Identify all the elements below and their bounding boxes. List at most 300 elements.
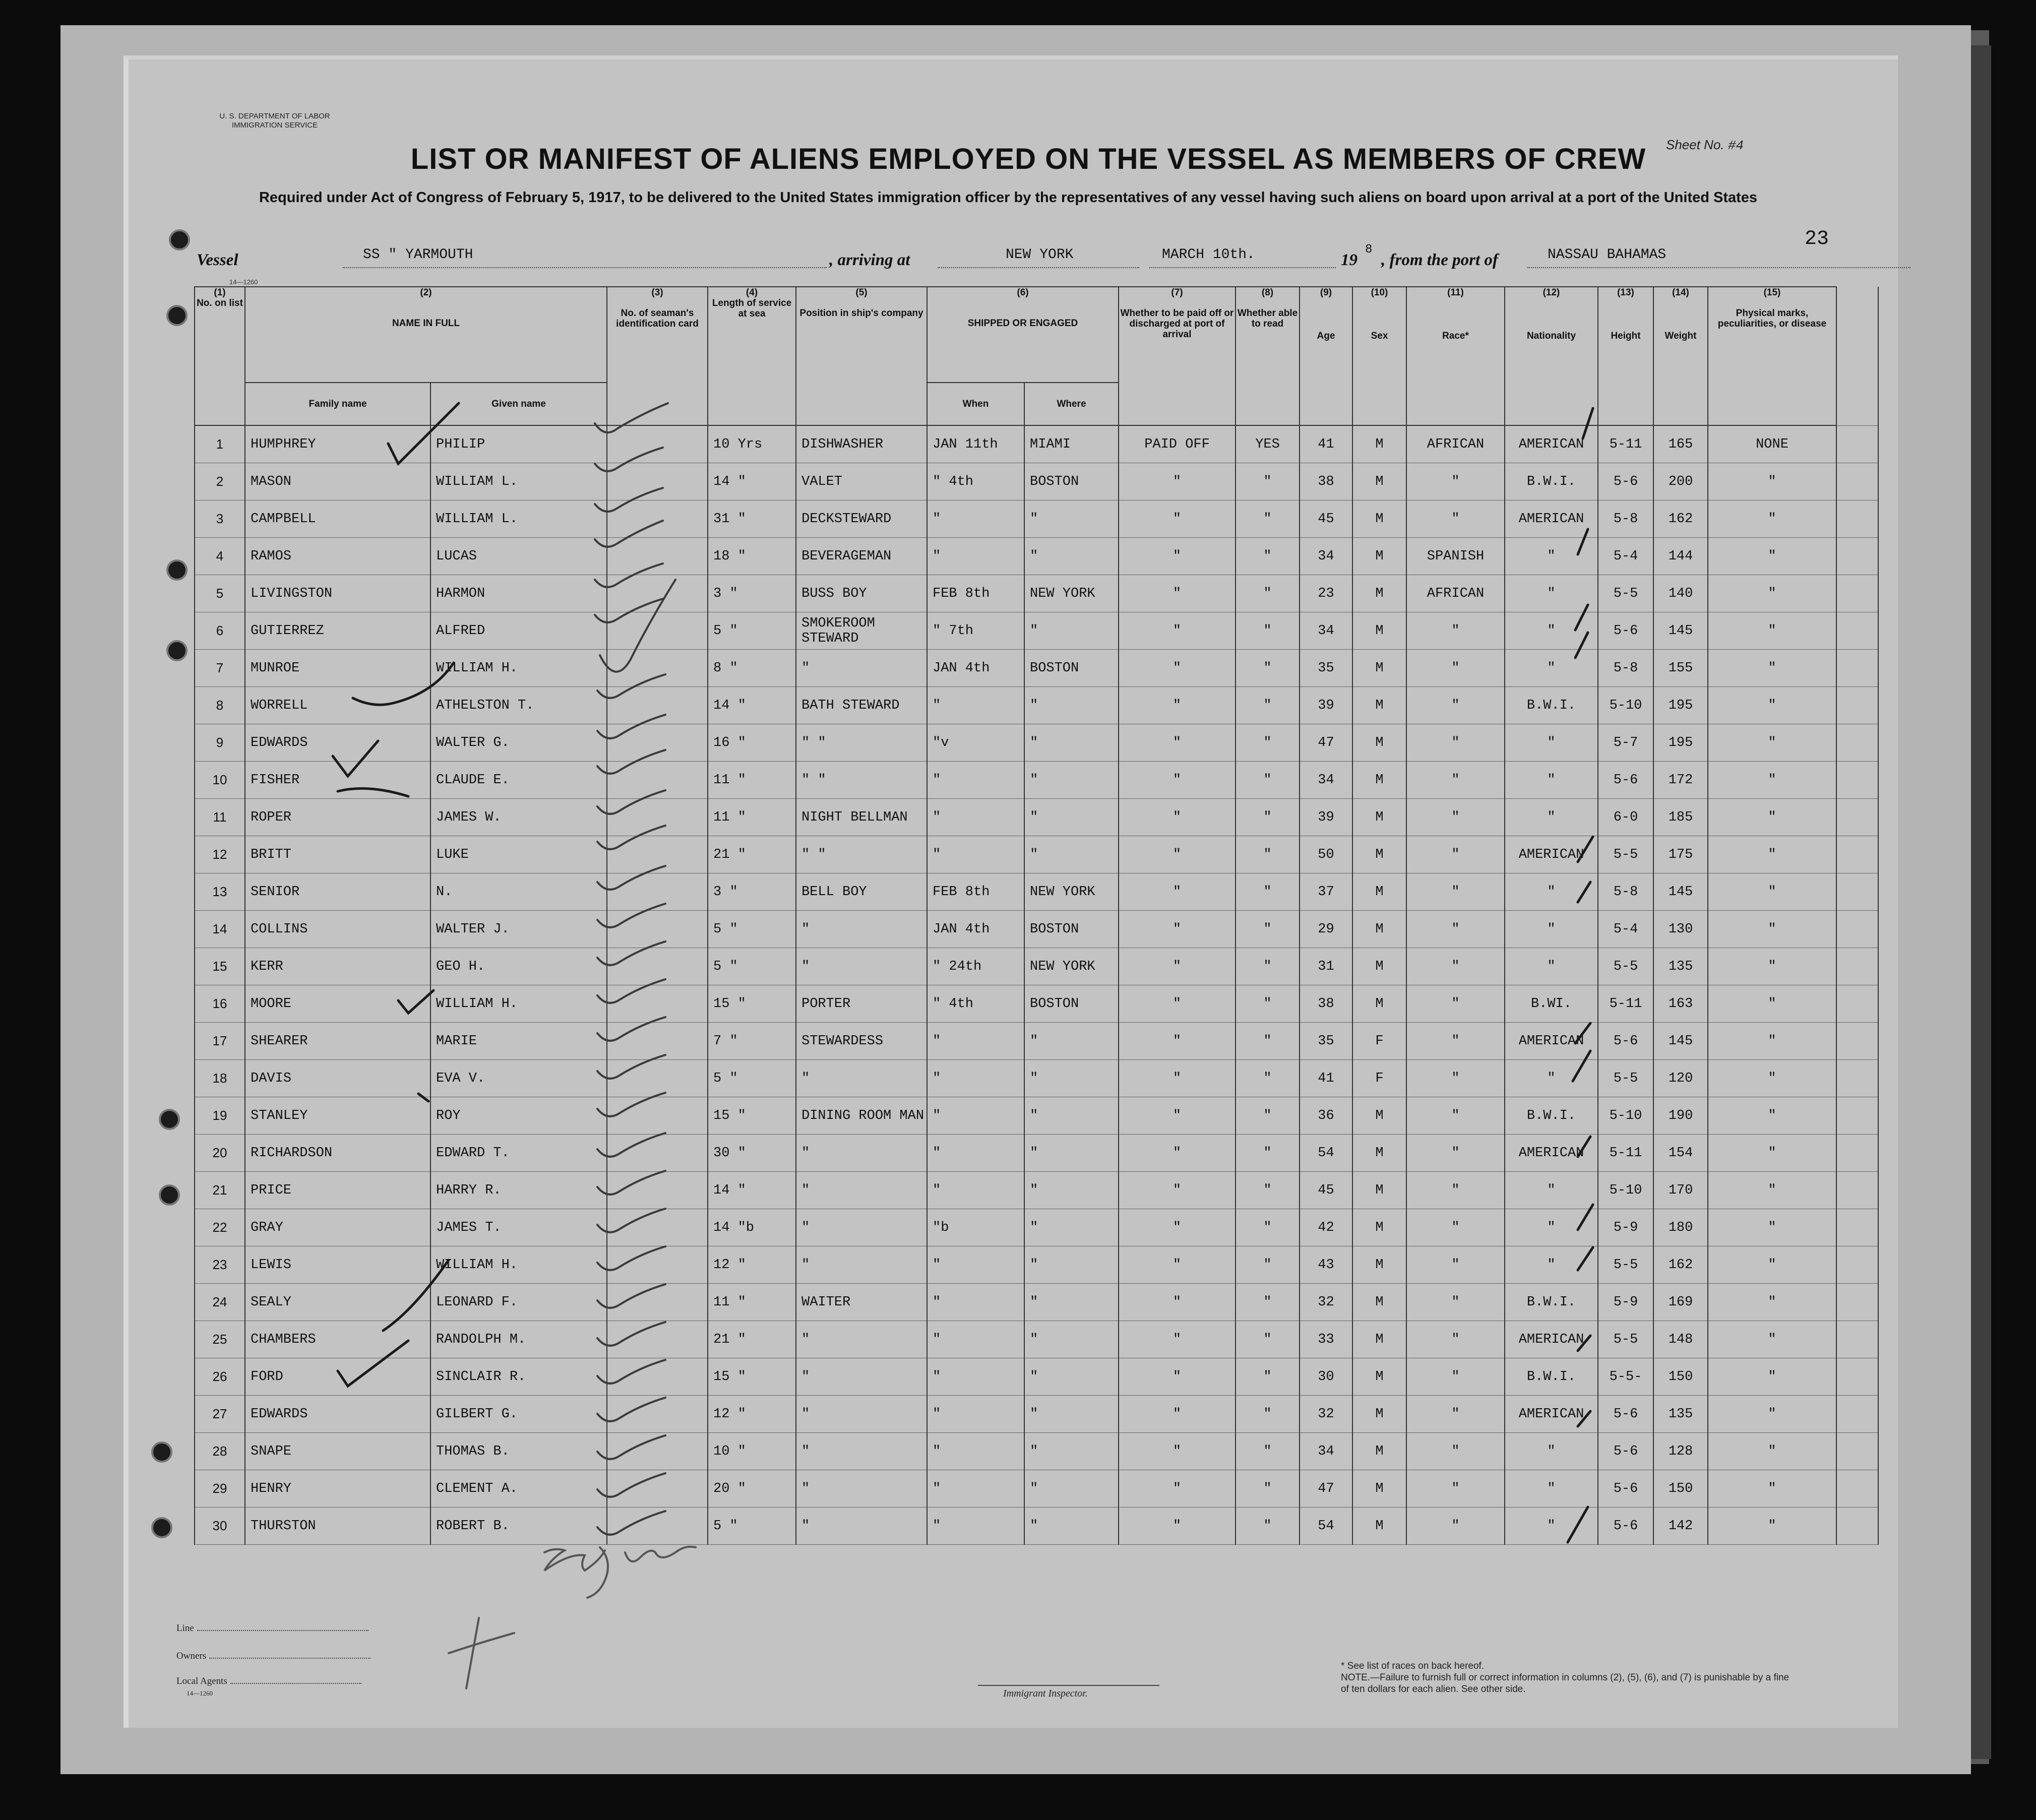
height-cell: 5-5 <box>1598 1246 1653 1284</box>
weight-cell: 172 <box>1653 762 1708 799</box>
position-cell: BATH STEWARD <box>796 687 927 724</box>
length-of-service-cell: 10 Yrs <box>708 425 796 463</box>
row-number-cell: 23 <box>195 1246 245 1284</box>
row-number-cell: 26 <box>195 1358 245 1396</box>
shipped-where-cell: NEW YORK <box>1024 948 1119 985</box>
col-position-header: (5) Position in ship's company <box>796 287 927 425</box>
col-paid-header: (7) Whether to be paid off or discharged at port of arrival <box>1119 287 1236 425</box>
height-cell: 5-6 <box>1598 1433 1653 1470</box>
row-number-cell: 24 <box>195 1284 245 1321</box>
shipped-when-cell: " 4th <box>927 463 1024 500</box>
age-cell: 41 <box>1300 425 1352 463</box>
page-subtitle: Required under Act of Congress of February 5, 1917, to be delivered to the United States immigration officer by the representatives of any vessel having such aliens on board upon arrival at a port of the United States <box>259 190 1758 206</box>
height-cell: 5-6 <box>1598 1396 1653 1433</box>
position-cell: " <box>796 1135 927 1172</box>
age-cell: 39 <box>1300 799 1352 836</box>
height-cell: 5-7 <box>1598 724 1653 762</box>
height-cell: 5-6 <box>1598 762 1653 799</box>
nationality-cell: AMERICAN <box>1505 1023 1598 1060</box>
age-cell: 32 <box>1300 1396 1352 1433</box>
sex-cell: M <box>1352 985 1406 1023</box>
able-to-read-cell: " <box>1236 762 1300 799</box>
sex-cell: M <box>1352 873 1406 911</box>
height-cell: 5-9 <box>1598 1284 1653 1321</box>
weight-cell: 145 <box>1653 612 1708 650</box>
nationality-cell: " <box>1505 762 1598 799</box>
length-of-service-cell: 18 " <box>708 538 796 575</box>
sex-cell: M <box>1352 1246 1406 1284</box>
shipped-when-cell: JAN 11th <box>927 425 1024 463</box>
height-cell: 5-10 <box>1598 1172 1653 1209</box>
shipped-where-cell: " <box>1024 762 1119 799</box>
length-of-service-cell: 10 " <box>708 1433 796 1470</box>
weight-cell: 154 <box>1653 1135 1708 1172</box>
paid-off-cell: " <box>1119 687 1236 724</box>
sex-cell: M <box>1352 1358 1406 1396</box>
age-cell: 33 <box>1300 1321 1352 1358</box>
shipped-when-cell: " <box>927 1433 1024 1470</box>
race-cell: " <box>1406 1396 1505 1433</box>
height-cell: 5-6 <box>1598 463 1653 500</box>
physical-marks-cell: " <box>1708 762 1836 799</box>
race-cell: " <box>1406 873 1505 911</box>
shipped-when-cell: " 4th <box>927 985 1024 1023</box>
paid-off-cell: " <box>1119 762 1236 799</box>
shipped-when-cell: "b <box>927 1209 1024 1246</box>
position-cell: " <box>796 1209 927 1246</box>
weight-cell: 162 <box>1653 1246 1708 1284</box>
shipped-when-cell: " <box>927 1135 1024 1172</box>
sex-cell: M <box>1352 1097 1406 1135</box>
sex-cell: F <box>1352 1060 1406 1097</box>
nationality-cell: AMERICAN <box>1505 1135 1598 1172</box>
nationality-cell: " <box>1505 948 1598 985</box>
given-name-cell: GEO H. <box>430 948 607 985</box>
family-name-cell: SHEARER <box>245 1023 430 1060</box>
age-cell: 38 <box>1300 985 1352 1023</box>
weight-cell: 135 <box>1653 948 1708 985</box>
nationality-cell: " <box>1505 1209 1598 1246</box>
col-age-header: (9) Age <box>1300 287 1352 425</box>
race-cell: " <box>1406 1246 1505 1284</box>
given-name-cell: THOMAS B. <box>430 1433 607 1470</box>
length-of-service-cell: 21 " <box>708 836 796 873</box>
row-number-cell: 7 <box>195 650 245 687</box>
shipped-when-cell: " <box>927 1284 1024 1321</box>
physical-marks-cell: " <box>1708 575 1836 612</box>
race-cell: " <box>1406 948 1505 985</box>
race-cell: " <box>1406 985 1505 1023</box>
length-of-service-cell: 12 " <box>708 1396 796 1433</box>
paid-off-cell: " <box>1119 985 1236 1023</box>
shipped-where-cell: " <box>1024 1023 1119 1060</box>
nationality-cell: AMERICAN <box>1505 1396 1598 1433</box>
physical-marks-cell: " <box>1708 1508 1836 1545</box>
length-of-service-cell: 14 "b <box>708 1209 796 1246</box>
shipped-when-cell: " <box>927 1023 1024 1060</box>
race-cell: " <box>1406 612 1505 650</box>
shipped-when-cell: " <box>927 836 1024 873</box>
physical-marks-cell: " <box>1708 687 1836 724</box>
paid-off-cell: PAID OFF <box>1119 425 1236 463</box>
given-name-cell: GILBERT G. <box>430 1396 607 1433</box>
row-number-cell: 12 <box>195 836 245 873</box>
position-cell: " <box>796 1172 927 1209</box>
col-marks-header: (15) Physical marks, peculiarities, or disease <box>1708 287 1836 425</box>
able-to-read-cell: " <box>1236 612 1300 650</box>
age-cell: 35 <box>1300 650 1352 687</box>
where-header: Where <box>1024 383 1119 425</box>
position-cell: " <box>796 1060 927 1097</box>
shipped-where-cell: " <box>1024 1097 1119 1135</box>
race-cell: " <box>1406 1209 1505 1246</box>
position-cell: BUSS BOY <box>796 575 927 612</box>
weight-cell: 142 <box>1653 1508 1708 1545</box>
weight-cell: 165 <box>1653 425 1708 463</box>
family-name-cell: SNAPE <box>245 1433 430 1470</box>
length-of-service-cell: 8 " <box>708 650 796 687</box>
given-name-cell: SINCLAIR R. <box>430 1358 607 1396</box>
race-cell: " <box>1406 687 1505 724</box>
family-name-cell: KERR <box>245 948 430 985</box>
row-number-cell: 4 <box>195 538 245 575</box>
able-to-read-cell: " <box>1236 575 1300 612</box>
year-prefix: 19 <box>1341 251 1358 269</box>
sex-cell: M <box>1352 948 1406 985</box>
paid-off-cell: " <box>1119 500 1236 538</box>
able-to-read-cell: " <box>1236 1321 1300 1358</box>
position-cell: " <box>796 1508 927 1545</box>
shipped-where-cell: " <box>1024 1508 1119 1545</box>
physical-marks-cell: " <box>1708 1209 1836 1246</box>
height-cell: 5-5 <box>1598 836 1653 873</box>
family-name-cell: MOORE <box>245 985 430 1023</box>
physical-marks-cell: " <box>1708 799 1836 836</box>
shipped-where-cell: " <box>1024 1172 1119 1209</box>
age-cell: 45 <box>1300 500 1352 538</box>
able-to-read-cell: " <box>1236 463 1300 500</box>
shipped-where-cell: " <box>1024 724 1119 762</box>
height-cell: 5-5 <box>1598 1321 1653 1358</box>
row-number-cell: 13 <box>195 873 245 911</box>
shipped-when-cell: " <box>927 1060 1024 1097</box>
position-cell: " <box>796 1321 927 1358</box>
length-of-service-cell: 12 " <box>708 1246 796 1284</box>
shipped-where-cell: " <box>1024 1284 1119 1321</box>
weight-cell: 144 <box>1653 538 1708 575</box>
family-name-cell: RAMOS <box>245 538 430 575</box>
physical-marks-cell: " <box>1708 1097 1836 1135</box>
length-of-service-cell: 16 " <box>708 724 796 762</box>
paid-off-cell: " <box>1119 650 1236 687</box>
family-name-cell: FORD <box>245 1358 430 1396</box>
paid-off-cell: " <box>1119 463 1236 500</box>
paid-off-cell: " <box>1119 1508 1236 1545</box>
row-number-cell: 29 <box>195 1470 245 1508</box>
nationality-cell: " <box>1505 911 1598 948</box>
position-cell: BELL BOY <box>796 873 927 911</box>
nationality-cell: AMERICAN <box>1505 1321 1598 1358</box>
able-to-read-cell: " <box>1236 1284 1300 1321</box>
physical-marks-cell: " <box>1708 985 1836 1023</box>
paid-off-cell: " <box>1119 1433 1236 1470</box>
footer-form-number: 14—1260 <box>187 1689 213 1697</box>
row-number-cell: 2 <box>195 463 245 500</box>
physical-marks-cell: " <box>1708 724 1836 762</box>
nationality-cell: AMERICAN <box>1505 500 1598 538</box>
family-name-cell: CHAMBERS <box>245 1321 430 1358</box>
physical-marks-cell: " <box>1708 1284 1836 1321</box>
physical-marks-cell: " <box>1708 1023 1836 1060</box>
family-name-cell: PRICE <box>245 1172 430 1209</box>
col-service-header: (4) Length of service at sea <box>708 287 796 425</box>
given-name-cell: HARMON <box>430 575 607 612</box>
row-number-cell: 3 <box>195 500 245 538</box>
col-read-header: (8) Whether able to read <box>1236 287 1300 425</box>
position-cell: STEWARDESS <box>796 1023 927 1060</box>
weight-cell: 128 <box>1653 1433 1708 1470</box>
position-cell: " " <box>796 724 927 762</box>
paid-off-cell: " <box>1119 1209 1236 1246</box>
paid-off-cell: " <box>1119 1097 1236 1135</box>
shipped-when-cell: " <box>927 1246 1024 1284</box>
races-note: * See list of races on back hereof. <box>1341 1661 1485 1671</box>
position-cell: " <box>796 650 927 687</box>
position-cell: " <box>796 948 927 985</box>
sex-cell: M <box>1352 1135 1406 1172</box>
shipped-where-cell: BOSTON <box>1024 650 1119 687</box>
physical-marks-cell: " <box>1708 1358 1836 1396</box>
paid-off-cell: " <box>1119 1246 1236 1284</box>
nationality-cell: AMERICAN <box>1505 425 1598 463</box>
physical-marks-cell: NONE <box>1708 425 1836 463</box>
given-name-cell: ROBERT B. <box>430 1508 607 1545</box>
shipped-when-cell: " <box>927 500 1024 538</box>
col-height-header: (13) Height <box>1598 287 1653 425</box>
race-cell: " <box>1406 1433 1505 1470</box>
physical-marks-cell: " <box>1708 463 1836 500</box>
length-of-service-cell: 5 " <box>708 612 796 650</box>
given-name-cell: LUKE <box>430 836 607 873</box>
given-name-cell: WILLIAM L. <box>430 500 607 538</box>
given-name-cell: EVA V. <box>430 1060 607 1097</box>
paid-off-cell: " <box>1119 1172 1236 1209</box>
sex-cell: M <box>1352 463 1406 500</box>
weight-cell: 195 <box>1653 687 1708 724</box>
row-number-cell: 30 <box>195 1508 245 1545</box>
family-name-cell: DAVIS <box>245 1060 430 1097</box>
shipped-when-cell: FEB 8th <box>927 575 1024 612</box>
physical-marks-cell: " <box>1708 650 1836 687</box>
position-cell: " <box>796 911 927 948</box>
race-cell: " <box>1406 799 1505 836</box>
age-cell: 42 <box>1300 1209 1352 1246</box>
race-cell: AFRICAN <box>1406 425 1505 463</box>
shipped-when-cell: " <box>927 538 1024 575</box>
able-to-read-cell: " <box>1236 687 1300 724</box>
sex-cell: M <box>1352 1470 1406 1508</box>
age-cell: 47 <box>1300 724 1352 762</box>
height-cell: 5-5 <box>1598 948 1653 985</box>
age-cell: 50 <box>1300 836 1352 873</box>
shipped-where-cell: BOSTON <box>1024 911 1119 948</box>
able-to-read-cell: " <box>1236 1023 1300 1060</box>
col-nationality-header: (12) Nationality <box>1505 287 1598 425</box>
physical-marks-cell: " <box>1708 1470 1836 1508</box>
sex-cell: F <box>1352 1023 1406 1060</box>
family-name-cell: WORRELL <box>245 687 430 724</box>
col-name-header: (2) NAME IN FULL <box>245 287 607 383</box>
paid-off-cell: " <box>1119 1470 1236 1508</box>
shipped-where-cell: " <box>1024 500 1119 538</box>
family-name-cell: MUNROE <box>245 650 430 687</box>
paid-off-cell: " <box>1119 1023 1236 1060</box>
shipped-where-cell: " <box>1024 1321 1119 1358</box>
able-to-read-cell: " <box>1236 985 1300 1023</box>
shipped-when-cell: "v <box>927 724 1024 762</box>
weight-cell: 170 <box>1653 1172 1708 1209</box>
given-name-cell: PHILIP <box>430 425 607 463</box>
family-name-cell: RICHARDSON <box>245 1135 430 1172</box>
age-cell: 30 <box>1300 1358 1352 1396</box>
sex-cell: M <box>1352 1321 1406 1358</box>
family-name-cell: GRAY <box>245 1209 430 1246</box>
given-name-cell: LEONARD F. <box>430 1284 607 1321</box>
length-of-service-cell: 5 " <box>708 1508 796 1545</box>
age-cell: 35 <box>1300 1023 1352 1060</box>
able-to-read-cell: YES <box>1236 425 1300 463</box>
family-name-cell: LIVINGSTON <box>245 575 430 612</box>
paid-off-cell: " <box>1119 612 1236 650</box>
row-number-cell: 17 <box>195 1023 245 1060</box>
family-name-header: Family name <box>245 383 430 425</box>
able-to-read-cell: " <box>1236 1097 1300 1135</box>
able-to-read-cell: " <box>1236 911 1300 948</box>
inspector-label: Immigrant Inspector. <box>1003 1685 1159 1700</box>
physical-marks-cell: " <box>1708 1321 1836 1358</box>
family-name-cell: EDWARDS <box>245 1396 430 1433</box>
sex-cell: M <box>1352 650 1406 687</box>
agents-label: Local Agents <box>176 1676 361 1687</box>
able-to-read-cell: " <box>1236 1060 1300 1097</box>
sex-cell: M <box>1352 836 1406 873</box>
page-number: 23 <box>1805 228 1829 250</box>
col-sex-header: (10) Sex <box>1352 287 1406 425</box>
position-cell: " <box>796 1470 927 1508</box>
given-name-cell: EDWARD T. <box>430 1135 607 1172</box>
race-cell: " <box>1406 1358 1505 1396</box>
nationality-cell: " <box>1505 1246 1598 1284</box>
position-cell: DISHWASHER <box>796 425 927 463</box>
physical-marks-cell: " <box>1708 1060 1836 1097</box>
able-to-read-cell: " <box>1236 1358 1300 1396</box>
row-number-cell: 21 <box>195 1172 245 1209</box>
position-cell: " " <box>796 762 927 799</box>
length-of-service-cell: 21 " <box>708 1321 796 1358</box>
col-id-card-header: (3) No. of seaman's identification card <box>607 287 708 425</box>
family-name-cell: HENRY <box>245 1470 430 1508</box>
length-of-service-cell: 30 " <box>708 1135 796 1172</box>
nationality-cell: " <box>1505 650 1598 687</box>
age-cell: 36 <box>1300 1097 1352 1135</box>
weight-cell: 155 <box>1653 650 1708 687</box>
height-cell: 5-6 <box>1598 612 1653 650</box>
department-service: IMMIGRATION SERVICE <box>231 121 318 130</box>
weight-cell: 135 <box>1653 1396 1708 1433</box>
col-weight-header: (14) Weight <box>1653 287 1708 425</box>
age-cell: 34 <box>1300 1433 1352 1470</box>
nationality-cell: B.W.I. <box>1505 463 1598 500</box>
position-cell: DINING ROOM MAN <box>796 1097 927 1135</box>
age-cell: 29 <box>1300 911 1352 948</box>
row-number-cell: 18 <box>195 1060 245 1097</box>
age-cell: 39 <box>1300 687 1352 724</box>
paid-off-cell: " <box>1119 575 1236 612</box>
shipped-where-cell: " <box>1024 1246 1119 1284</box>
race-cell: " <box>1406 1284 1505 1321</box>
row-number-cell: 1 <box>195 425 245 463</box>
row-number-cell: 28 <box>195 1433 245 1470</box>
length-of-service-cell: 14 " <box>708 463 796 500</box>
shipped-where-cell: NEW YORK <box>1024 575 1119 612</box>
position-cell: NIGHT BELLMAN <box>796 799 927 836</box>
able-to-read-cell: " <box>1236 1246 1300 1284</box>
family-name-cell: ROPER <box>245 799 430 836</box>
given-name-cell: WILLIAM H. <box>430 1246 607 1284</box>
position-cell: " <box>796 1433 927 1470</box>
age-cell: 54 <box>1300 1508 1352 1545</box>
row-number-cell: 20 <box>195 1135 245 1172</box>
able-to-read-cell: " <box>1236 1209 1300 1246</box>
shipped-where-cell: " <box>1024 799 1119 836</box>
shipped-when-cell: JAN 4th <box>927 650 1024 687</box>
height-cell: 5-8 <box>1598 873 1653 911</box>
shipped-when-cell: " <box>927 1097 1024 1135</box>
sex-cell: M <box>1352 612 1406 650</box>
nationality-cell: B.W.I. <box>1505 1284 1598 1321</box>
col-shipped-header: (6) SHIPPED OR ENGAGED <box>927 287 1119 383</box>
height-cell: 5-10 <box>1598 1097 1653 1135</box>
row-number-cell: 5 <box>195 575 245 612</box>
race-cell: " <box>1406 1508 1505 1545</box>
sex-cell: M <box>1352 425 1406 463</box>
shipped-where-cell: " <box>1024 612 1119 650</box>
length-of-service-cell: 3 " <box>708 873 796 911</box>
nationality-cell: " <box>1505 612 1598 650</box>
length-of-service-cell: 11 " <box>708 1284 796 1321</box>
sex-cell: M <box>1352 500 1406 538</box>
vessel-label: Vessel <box>197 251 238 269</box>
nationality-cell: " <box>1505 575 1598 612</box>
paid-off-cell: " <box>1119 724 1236 762</box>
weight-cell: 120 <box>1653 1060 1708 1097</box>
able-to-read-cell: " <box>1236 1470 1300 1508</box>
length-of-service-cell: 3 " <box>708 575 796 612</box>
height-cell: 5-4 <box>1598 538 1653 575</box>
penalty-note: NOTE.—Failure to furnish full or correct information in columns (2), (5), (6), and (7) is punishable by a fine of ten dollars for each alien. See other side. <box>1341 1672 1790 1695</box>
able-to-read-cell: " <box>1236 1433 1300 1470</box>
nationality-cell: B.W.I. <box>1505 687 1598 724</box>
sex-cell: M <box>1352 799 1406 836</box>
arrival-date: MARCH 10th. <box>1162 247 1255 263</box>
row-number-cell: 25 <box>195 1321 245 1358</box>
able-to-read-cell: " <box>1236 538 1300 575</box>
shipped-where-cell: " <box>1024 836 1119 873</box>
physical-marks-cell: " <box>1708 538 1836 575</box>
physical-marks-cell: " <box>1708 1135 1836 1172</box>
arrival-port: NEW YORK <box>1006 247 1074 263</box>
height-cell: 5-5- <box>1598 1358 1653 1396</box>
